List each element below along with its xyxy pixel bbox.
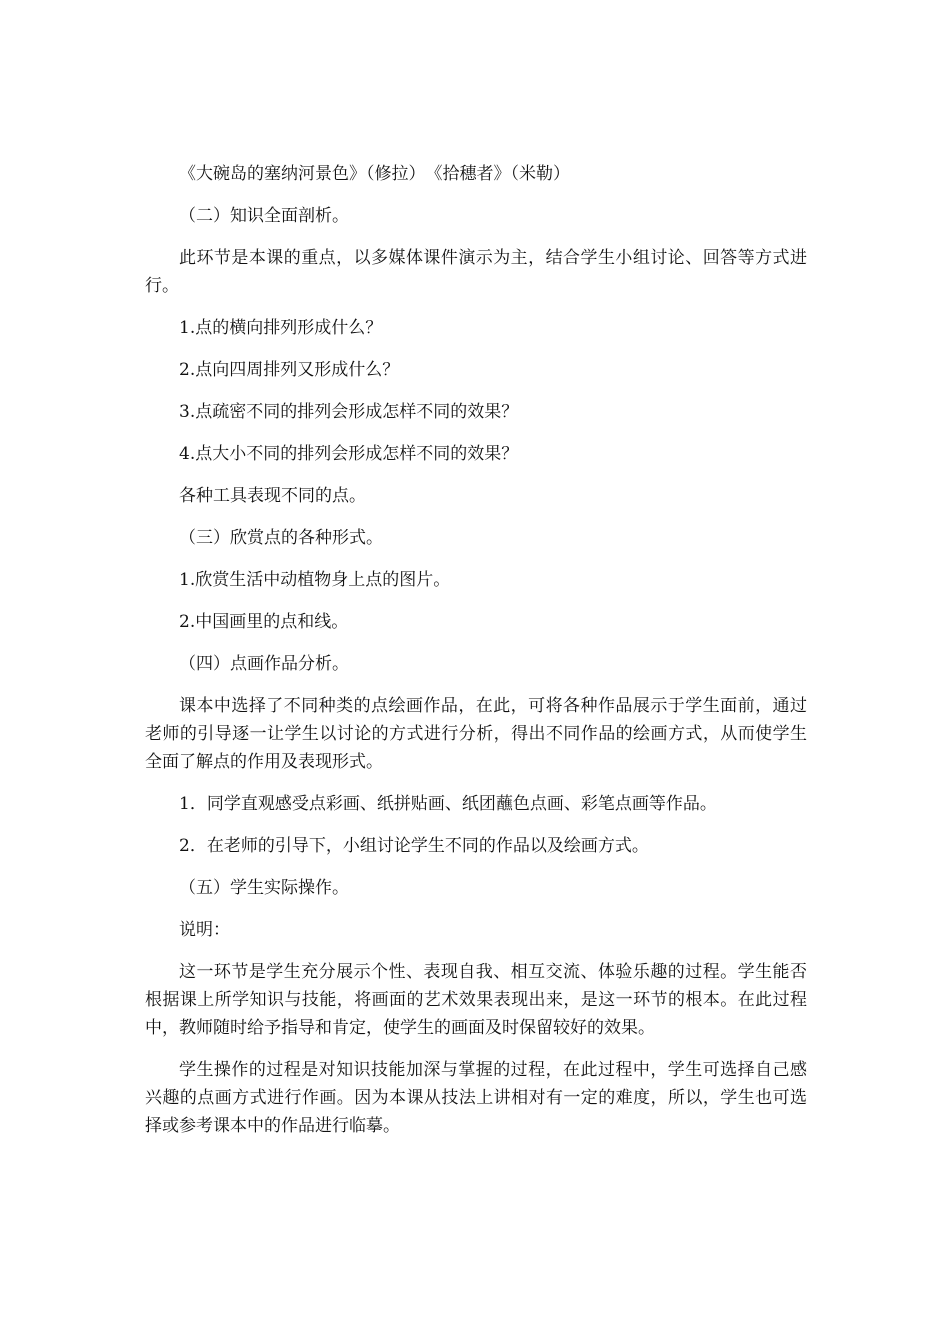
list-item: 2．在老师的引导下，小组讨论学生不同的作品以及绘画方式。	[179, 836, 649, 856]
body-paragraph: 这一环节是学生充分展示个性、表现自我、相互交流、体验乐趣的过程。学生能否根据课上所学知识与技能，将画面的艺术效果表现出来，是这一环节的根本。在此过程中，教师随时给予指导和肯定，使学生的画面及时保留较好的效果。	[145, 962, 807, 1038]
body-paragraph: 学生操作的过程是对知识技能加深与掌握的过程，在此过程中，学生可选择自己感兴趣的点画方式进行作画。因为本课从技法上讲相对有一定的难度，所以，学生也可选择或参考课本中的作品进行临摹。	[145, 1060, 807, 1136]
body-paragraph: 课本中选择了不同种类的点绘画作品，在此，可将各种作品展示于学生面前，通过老师的引导逐一让学生以讨论的方式进行分析，得出不同作品的绘画方式，从而使学生全面了解点的作用及表现形式。	[145, 696, 807, 772]
body-paragraph: 各种工具表现不同的点。	[179, 486, 366, 506]
section-heading-appreciation: （三）欣赏点的各种形式。	[179, 528, 383, 548]
list-item: 3.点疏密不同的排列会形成怎样不同的效果？	[179, 402, 519, 422]
section-heading-knowledge-analysis: （二）知识全面剖析。	[179, 206, 349, 226]
list-item: 4.点大小不同的排列会形成怎样不同的效果？	[179, 444, 519, 464]
list-item: 2.点向四周排列又形成什么？	[179, 360, 400, 380]
list-item: 1.点的横向排列形成什么？	[179, 318, 383, 338]
note-label: 说明：	[179, 920, 230, 940]
list-item: 1．同学直观感受点彩画、纸拼贴画、纸团蘸色点画、彩笔点画等作品。	[179, 794, 717, 814]
artwork-references: 《大碗岛的塞纳河景色》（修拉） 《拾穗者》（米勒）	[179, 164, 570, 184]
list-item: 2.中国画里的点和线。	[179, 612, 349, 632]
section-heading-student-practice: （五）学生实际操作。	[179, 878, 349, 898]
section-heading-artwork-analysis: （四）点画作品分析。	[179, 654, 349, 674]
list-item: 1.欣赏生活中动植物身上点的图片。	[179, 570, 451, 590]
document-page	[145, 160, 807, 1154]
body-paragraph: 此环节是本课的重点，以多媒体课件演示为主，结合学生小组讨论、回答等方式进行。	[145, 248, 807, 296]
